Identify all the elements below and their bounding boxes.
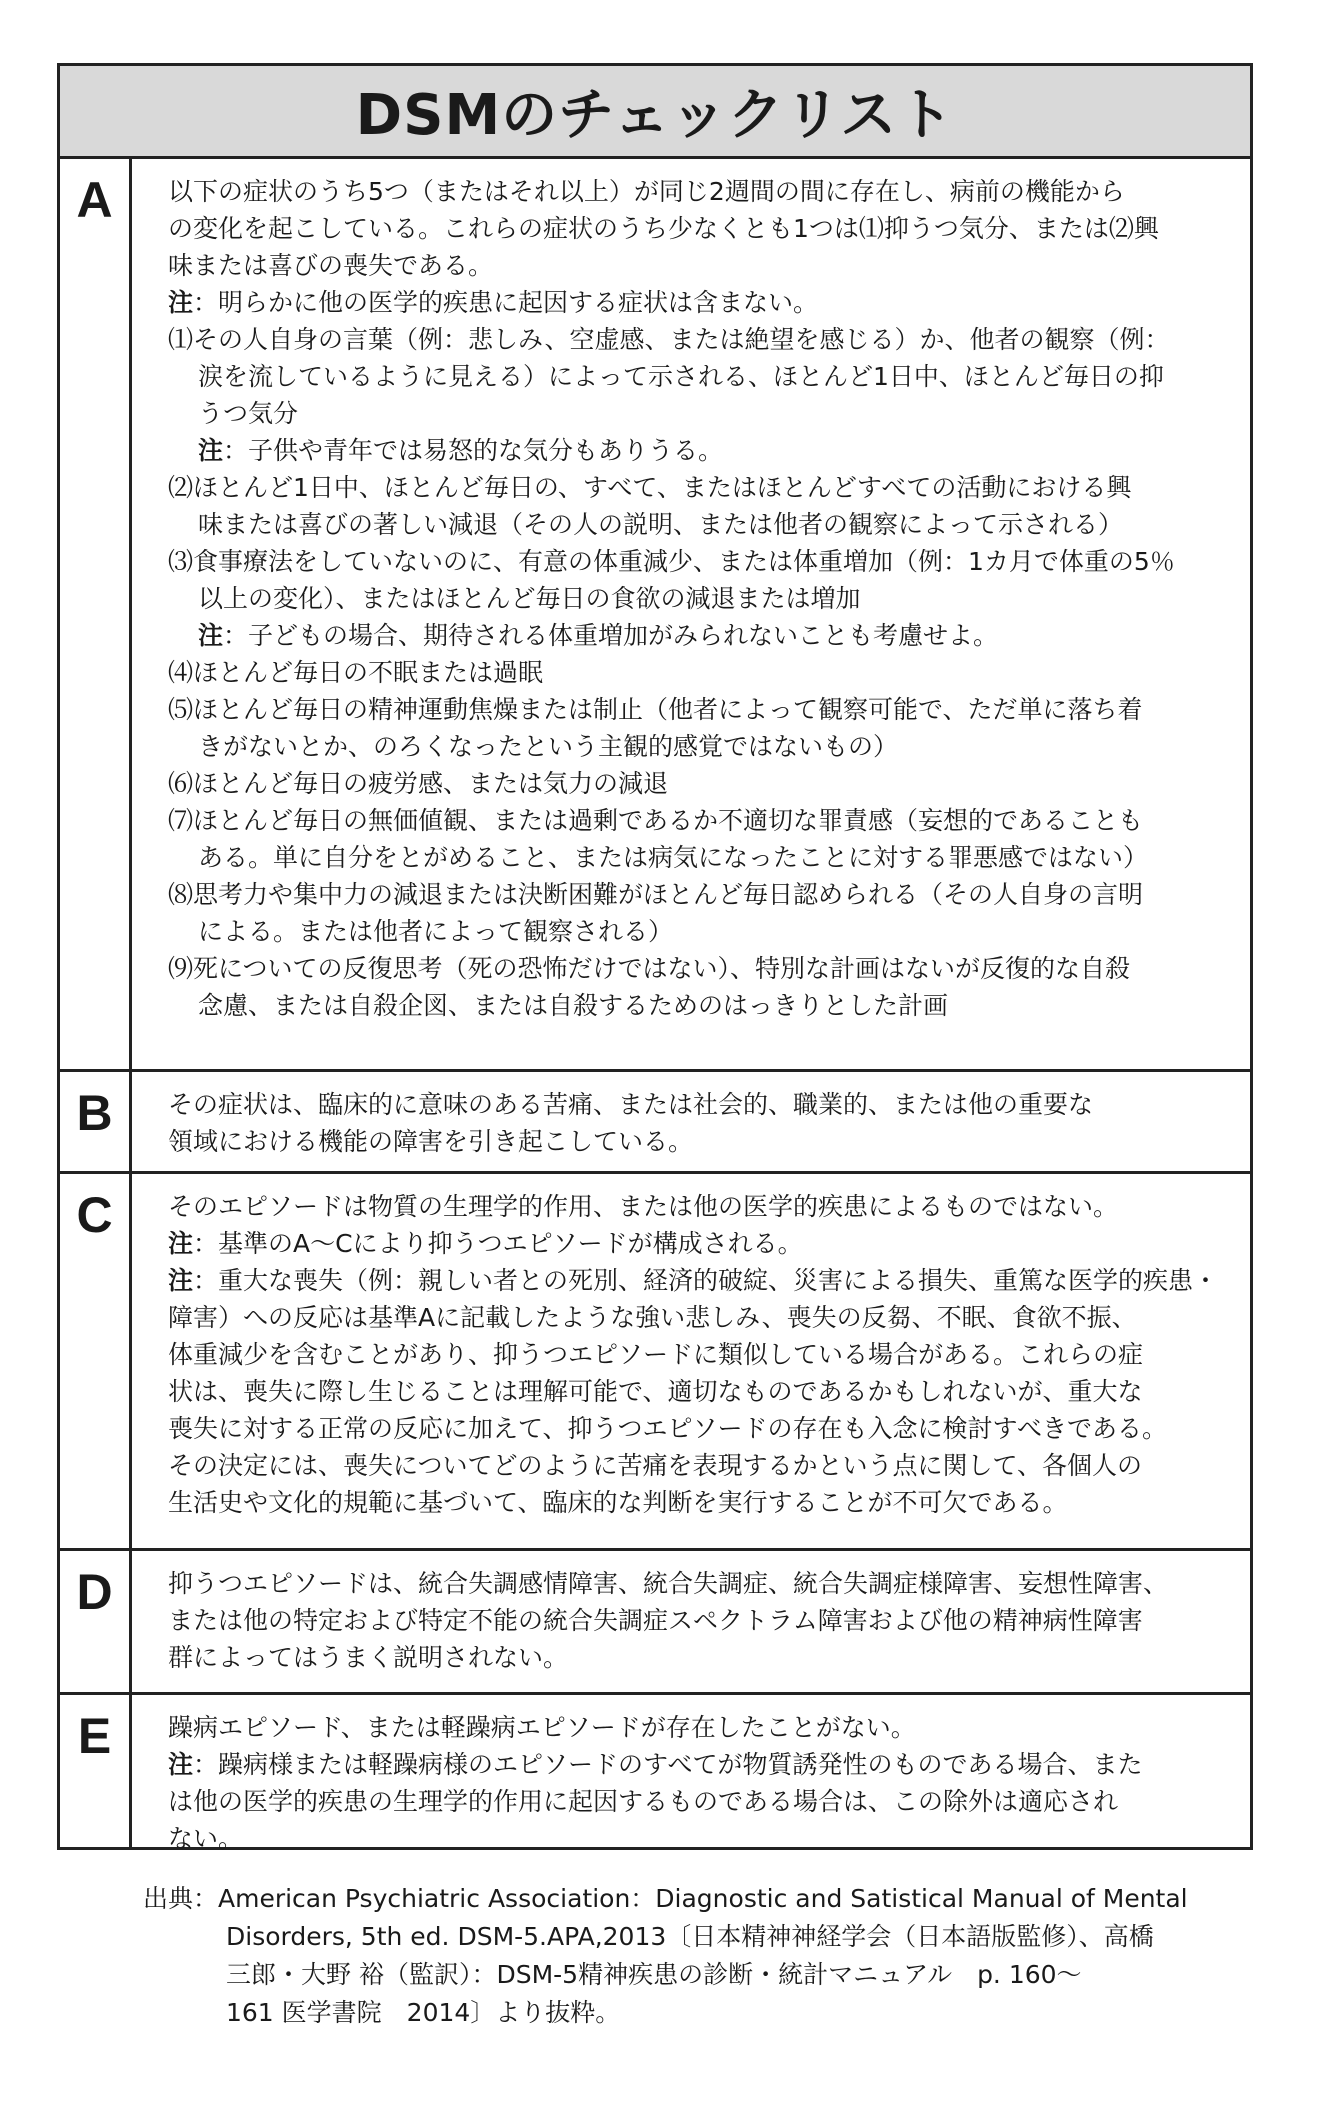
source-citation: 出典：American Psychiatric Association：Diagnostic and Satistical Manual of Mental Disorders, 5th ed. DSM-5.APA,2013〔日本精神神経学会（日本語版監修）、高橋 三郎・大野 裕（監訳）：DSM‐5精神疾患の診断・統計マニュアル p. 160〜 161 医学書院 2014〕より抜粋。	[143, 1884, 1188, 2027]
symptom-item: ⑸ほとんど毎日の精神運動焦燥または制止（他者によって観察可能で、ただ単に落ち着	[168, 695, 1143, 724]
note: 注：明らかに他の医学的疾患に起因する症状は含まない。	[168, 288, 819, 317]
criterion-body: そのエピソードは物質の生理学的作用、または他の医学的疾患によるものではない。 注：基準のA〜Cにより抑うつエピソードが構成される。 注：重大な喪失（例：親しい者との死別、経済的破綻、災害による損失、重篤な医学的疾患・ 障害）への反応は基準Aに記載したような強い悲しみ、喪失の反芻、不眠、食欲不振、 体重減少を含むことがあり、抑うつエピソードに類似している場合がある。これらの症 状は、喪失に際し生じることは理解可能で、適切なものであるかもしれないが、重大な 喪失に対する正常の反応に加えて、抑うつエピソードの存在も入念に検討すべきである。 その決定には、喪失についてどのように苦痛を表現するかという点に関して、各個人の 生活史や文化的規範に基づいて、臨床的な判断を実行することが不可欠である。	[168, 1192, 1219, 1517]
note: 注：子供や青年では易怒的な気分もありうる。	[198, 436, 724, 465]
symptom-item: ⑴その人自身の言葉（例：悲しみ、空虚感、または絶望を感じる）か、他者の観察（例：	[168, 325, 1170, 354]
note: 注：躁病様または軽躁病様のエピソードのすべてが物質誘発性のものである場合、また	[168, 1750, 1143, 1779]
criterion-letter: D	[60, 1551, 132, 1692]
symptom-item: ⑼死についての反復思考（死の恐怖だけではない）、特別な計画はないが反復的な自殺	[168, 954, 1131, 983]
criterion-d	[60, 1551, 1250, 1695]
symptom-item: ⑹ほとんど毎日の疲労感、または気力の減退	[168, 769, 669, 798]
symptom-item: ⑻思考力や集中力の減退または決断困難がほとんど毎日認められる（その人自身の言明	[168, 880, 1144, 909]
criterion-a	[60, 159, 1250, 1072]
dsm-checklist-table	[57, 63, 1253, 1853]
page-title: DSMのチェックリスト	[60, 66, 1250, 159]
criterion-letter: B	[60, 1072, 132, 1171]
criterion-body: 以下の症状のうち5つ（またはそれ以上）が同じ2週間の間に存在し、病前の機能から の変化を起こしている。これらの症状のうち少なくとも1つは⑴抑うつ気分、または⑵興 味または喜びの喪失である。 注：明らかに他の医学的疾患に起因する症状は含まない。 ⑴その人自身の言葉（例：悲しみ、空虚感、または絶望を感じる）か、他者の観察（例： 涙を流しているように見える）によって示される、ほとんど1日中、ほとんど毎日の抑 うつ気分 注：子供や青年では易怒的な気分もありうる。 ⑵ほとんど1日中、ほとんど毎日の、すべて、またはほとんどすべての活動における興 味または喜びの著しい減退（その人の説明、または他者の観察によって示される） ⑶食事療法をしていないのに、有意の体重減少、または体重増加（例：1カ月で体重の5％ 以上の変化）、またはほとんど毎日の食欲の減退または増加 注：子どもの場合、期待される体重増加がみられないことも考慮せよ。 ⑷ほとんど毎日の不眠または過眠 ⑸ほとんど毎日の精神運動焦燥または制止（他者によって観察可能で、ただ単に落ち着 きがないとか、のろくなったという主観的感覚ではないもの） ⑹ほとんど毎日の疲労感、または気力の減退 ⑺ほとんど毎日の無価値観、または過剰であるか不適切な罪責感（妄想的であることも ある。単に自分をとがめること、または病気になったことに対する罪悪感ではない） ⑻思考力や集中力の減退または決断困難がほとんど毎日認められる（その人自身の言明 による。または他者によって観察される） ⑼死についての反復思考（死の恐怖だけではない）、特別な計画はないが反復的な自殺 念慮、または自殺企図、または自殺するためのはっきりとした計画	[132, 159, 1250, 1069]
note: 注：重大な喪失（例：親しい者との死別、経済的破綻、災害による損失、重篤な医学的疾患・	[168, 1266, 1219, 1295]
criterion-body: その症状は、臨床的に意味のある苦痛、または社会的、職業的、または他の重要な 領域における機能の障害を引き起こしている。	[168, 1090, 1094, 1156]
note: 注：子どもの場合、期待される体重増加がみられないことも考慮せよ。	[198, 621, 999, 650]
criterion-body: 躁病エピソード、または軽躁病エピソードが存在したことがない。 注：躁病様または軽躁病様のエピソードのすべてが物質誘発性のものである場合、また は他の医学的疾患の生理学的作用に起因するものである場合は、この除外は適応され ない。	[132, 1695, 1250, 1849]
criterion-letter: C	[60, 1174, 132, 1548]
symptom-item: ⑺ほとんど毎日の無価値観、または過剰であるか不適切な罪責感（妄想的であることも	[168, 806, 1144, 835]
symptom-item: ⑶食事療法をしていないのに、有意の体重減少、または体重増加（例：1カ月で体重の5％	[168, 547, 1175, 576]
criterion-b	[60, 1072, 1250, 1174]
criterion-body: 抑うつエピソードは、統合失調感情障害、統合失調症、統合失調症様障害、妄想性障害、 または他の特定および特定不能の統合失調症スペクトラム障害および他の精神病性障害 群によってはうまく説明されない。	[168, 1569, 1169, 1672]
symptom-item: ⑷ほとんど毎日の不眠または過眠	[168, 658, 544, 687]
symptom-item: ⑵ほとんど1日中、ほとんど毎日の、すべて、またはほとんどすべての活動における興	[168, 473, 1132, 502]
criterion-letter: E	[60, 1695, 132, 1849]
criterion-e	[60, 1695, 1250, 1853]
note: 注：基準のA〜Cにより抑うつエピソードが構成される。	[168, 1229, 803, 1258]
criterion-c	[60, 1174, 1250, 1551]
criterion-letter: A	[60, 159, 132, 1069]
